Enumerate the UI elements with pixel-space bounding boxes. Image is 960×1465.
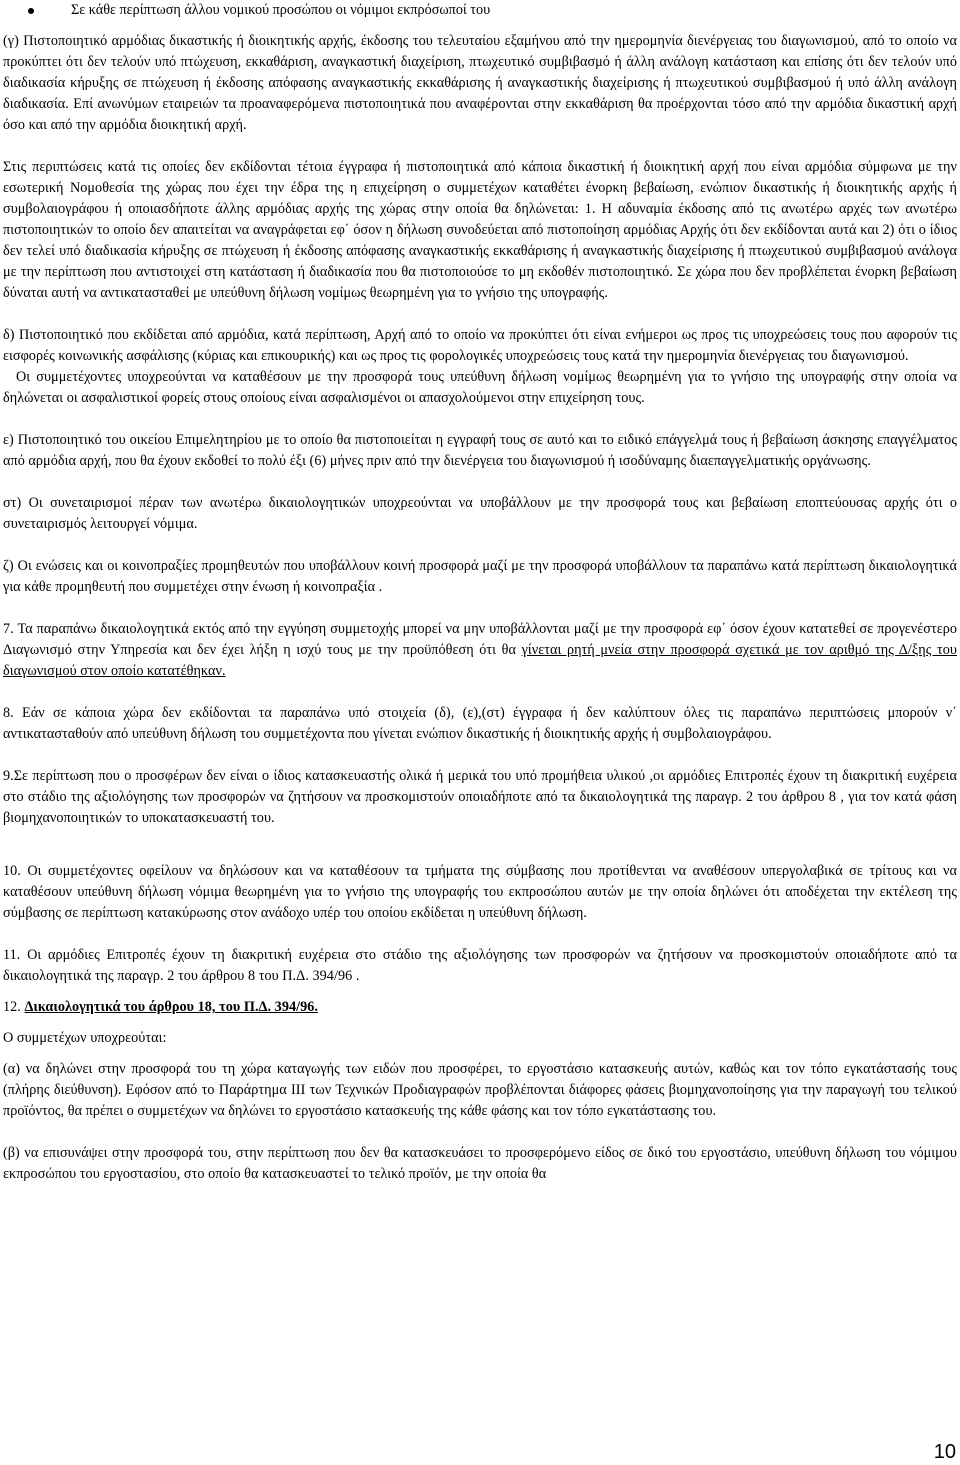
paragraph-7-text: 7. Τα παραπάνω δικαιολογητικά εκτός από την εγγύηση συμμετοχής μπορεί να μην υποβάλλονται μαζί με την προσφορά εφ΄ όσον έχουν κατατεθεί σε προγενέστερο Διαγωνισμό στην Υπηρεσία και δεν έχει λήξη η ισχύ τους με την προϋπόθεση ότι θα (3, 621, 957, 658)
paragraph-gamma: (γ) Πιστοποιητικό αρμόδιας δικαστικής ή διοικητικής αρχής, έκδοσης του τελευταίου εξαμήνου από την ημερομηνία διενέργειας του διαγωνισμού, από το οποίο να προκύπτει ότι δεν τελούν υπό πτώχευση, εκκαθάριση, αναγκαστική διαχείριση, πτωχευτικό συμβιβασμό ή άλλη ανάλογη κατάσταση και επίσης ότι δεν τελούν υπό διαδικασία κήρυξης σε πτώχευση ή έκδοσης απόφασης αναγκαστικής εκκαθάρισης ή αναγκαστικής διαχείρισης ή πτωχευτικού συμβιβασμού ή υπό άλλη ανάλογη διαδικασία. Επί ανωνύμων εταιρειών τα προαναφερόμενα πιστοποιητικά που αναφέρονται στην εκκαθάριση θα προέρχονται τόσο από την αρμόδια δικαστική αρχή όσο και από την αρμόδια διοικητική αρχή. (3, 33, 957, 133)
paragraph-8: 8. Εάν σε κάποια χώρα δεν εκδίδονται τα παραπάνω υπό στοιχεία (δ), (ε),(στ) έγγραφα ή δεν καλύπτουν όλες τις παραπάνω περιπτώσεις μπορούν ν΄ αντικατασταθούν από υπεύθυνη δήλωση του συμμετέχοντα που γίνεται ενώπιον δικαστικής ή διοικητικής αρχής ή συμβολαιογράφου. (3, 705, 957, 742)
paragraph-epsilon: ε) Πιστοποιητικό του οικείου Επιμελητηρίου με το οποίο θα πιστοποιείται η εγγραφή τους σε αυτό και το ειδικό επάγγελμά τους ή βεβαίωση άσκησης επαγγέλματος από αρμόδια αρχή, που θα έχουν εκδοθεί το πολύ έξι (6) μήνες πριν από την διενέργεια του διαγωνισμού ή ισοδύναμης διαεπαγγελματικής οργάνωσης. (3, 432, 957, 469)
section-12-number: 12. (3, 999, 25, 1015)
paragraph-cases: Στις περιπτώσεις κατά τις οποίες δεν εκδίδονται τέτοια έγγραφα ή πιστοποιητικά από κάποια δικαστική ή διοικητική αρχή που είναι αρμόδια σύμφωνα με την εσωτερική Νομοθεσία της χώρας που έχει την έδρα της η επιχείρηση ο συμμετέχων καταθέτει ένορκη βεβαίωση, ενώπιον δικαστικής ή διοικητικής αρχής ή συμβολαιογράφου ή οποιασδήποτε άλλης αρμόδιας αρχής της χώρας στην οποία θα δηλώνεται: 1. Η αδυναμία έκδοσης από τις ανωτέρω αρχές των ανωτέρω πιστοποιητικών το οποίο δεν απαιτείται να αναγράφεται εφ΄ όσον η δήλωση συνοδεύεται από πιστοποίηση αρμόδιας Αρχής ότι δεν εκδίδονται αυτά και 2) ότι ο ίδιος δεν τελεί υπό διαδικασία κήρυξης σε πτώχευση ή έκδοσης απόφασης αναγκαστικής εκκαθάρισης ή αναγκαστικής διαχείρισης ή πτωχευτικού συμβιβασμού ανάλογα με την περίπτωση που αντιστοιχεί στη κατάσταση ή διαδικασία που θα πιστοποιούσε το μη εκδοθέν πιστοποιητικό. Σε χώρα που δεν προβλέπεται ένορκη βεβαίωση δύναται αυτή να αντικατασταθεί με υπεύθυνη δήλωση νομίμως θεωρημένη για το γνήσιο της υπογραφής. (3, 159, 957, 301)
bullet-icon (28, 8, 34, 14)
bullet-item (3, 0, 957, 21)
paragraph-7 (3, 619, 957, 682)
page-number: 10 (933, 1441, 956, 1463)
paragraph-9: 9.Σε περίπτωση που ο προσφέρων δεν είναι ο ίδιος κατασκευαστής ολικά ή μερικά του υπό προμήθεια υλικού ,οι αρμόδιες Επιτροπές έχουν τη διακριτική ευχέρεια στο στάδιο της αξιολόγησης των προσφορών να ζητήσουν να προσκομιστούν οποιαδήποτε από τα δικαιολογητικά της παραγρ. 2 του άρθρου 8 , για τον κατά φάση βιομηχανοποιητικών το υποκατασκευαστή του. (3, 768, 957, 826)
paragraph-st: στ) Οι συνεταιρισμοί πέραν των ανωτέρω δικαιολογητικών υποχρεούνται να υποβάλλουν με την προσφορά τους και βεβαίωση εποπτεύουσας αρχής ότι ο συνεταιρισμός λειτουργεί νόμιμα. (3, 495, 957, 532)
paragraph-beta: (β) να επισυνάψει στην προσφορά του, στην περίπτωση που δεν θα κατασκευάσει το προσφερόμενο είδος σε δικό του εργοστάσιο, υπεύθυνη δήλωση του νόμιμου εκπροσώπου του εργοστασίου, στο οποίο θα κατασκευαστεί το τελικό προϊόν, με την οποία θα (3, 1145, 957, 1182)
section-12-heading (3, 997, 957, 1018)
document-page (3, 0, 957, 1185)
paragraph-delta-declaration: Οι συμμετέχοντες υποχρεούνται να καταθέσουν με την προσφορά τους υπεύθυνη δήλωση νομίμως θεωρημένη για το γνήσιο της υπογραφής στην οποία να δηλώνεται οι ασφαλιστικοί φορείς στους οποίους είναι ασφαλισμένοι οι απασχολούμενοι στην επιχείρηση τους. (3, 369, 957, 406)
paragraph-alpha: (α) να δηλώνει στην προσφορά του τη χώρα καταγωγής των ειδών που προσφέρει, το εργοστάσιο κατασκευής αυτών, καθώς και τον τόπο εγκατάστασής τους (πλήρης διεύθυνση). Εφόσον από το Παράρτημα ΙΙΙ των Τεχνικών Προδιαγραφών προβλέπονται διάφορες φάσεις βιομηχανοποίησης για την παραγωγή του τελικού προϊόντος, θα πρέπει ο συμμετέχων να δηλώνει το εργοστάσιο κατασκευής της κάθε φάσης και τον τόπο εγκατάστασης του. (3, 1061, 957, 1119)
paragraph-11: 11. Οι αρμόδιες Επιτροπές έχουν τη διακριτική ευχέρεια στο στάδιο της αξιολόγησης των προσφορών να ζητήσουν να προσκομιστούν οποιαδήποτε από τα δικαιολογητικά της παραγρ. 2 του άρθρου 8 του Π.Δ. 394/96 . (3, 947, 957, 984)
paragraph-delta: δ) Πιστοποιητικό που εκδίδεται από αρμόδια, κατά περίπτωση, Αρχή από το οποίο να προκύπτει ότι είναι ενήμεροι ως προς τις υποχρεώσεις τους που αφορούν τις εισφορές κοινωνικής ασφάλισης (κύριας και επικουρικής) και ως προς τις φορολογικές υποχρεώσεις τους κατά την ημερομηνία διενέργειας του διαγωνισμού. (3, 327, 957, 364)
paragraph-10: 10. Οι συμμετέχοντες οφείλουν να δηλώσουν και να καταθέσουν τα τμήματα της σύμβασης που προτίθενται να αναθέσουν υπεργολαβικά σε τρίτους και να καταθέσουν υπεύθυνη δήλωση νόμιμα θεωρημένη για το γνήσιο της υπογραφής του εκπροσώπου αυτών με την οποία δηλώνει ότι αποδέχεται την εκτέλεση της σύμβασης σε περίπτωση κατακύρωσης στον ανάδοχο υπέρ του οποίου εκδίδεται η υπεύθυνη δήλωση. (3, 863, 957, 921)
paragraph-7-underlined: γίνεται ρητή μνεία στην προσφορά σχετικά με τον αριθμό της Δ/ξης του διαγωνισμού στον οποίο κατατέθηκαν. (3, 642, 957, 679)
bullet-text: Σε κάθε περίπτωση άλλου νομικού προσώπου οι νόμιμοι εκπρόσωποί του (71, 2, 491, 18)
paragraph-zeta: ζ) Οι ενώσεις και οι κοινοπραξίες προμηθευτών που υποβάλλουν κοινή προσφορά μαζί με την προσφορά υποβάλλουν τα παραπάνω κατά περίπτωση δικαιολογητικά για κάθε προμηθευτή που συμμετέχει στην ένωση ή κοινοπραξία . (3, 558, 957, 595)
paragraph-obligation: Ο συμμετέχων υποχρεούται: (3, 1030, 167, 1046)
section-12-title: Δικαιολογητικά του άρθρου 18, του Π.Δ. 394/96. (24, 999, 318, 1015)
